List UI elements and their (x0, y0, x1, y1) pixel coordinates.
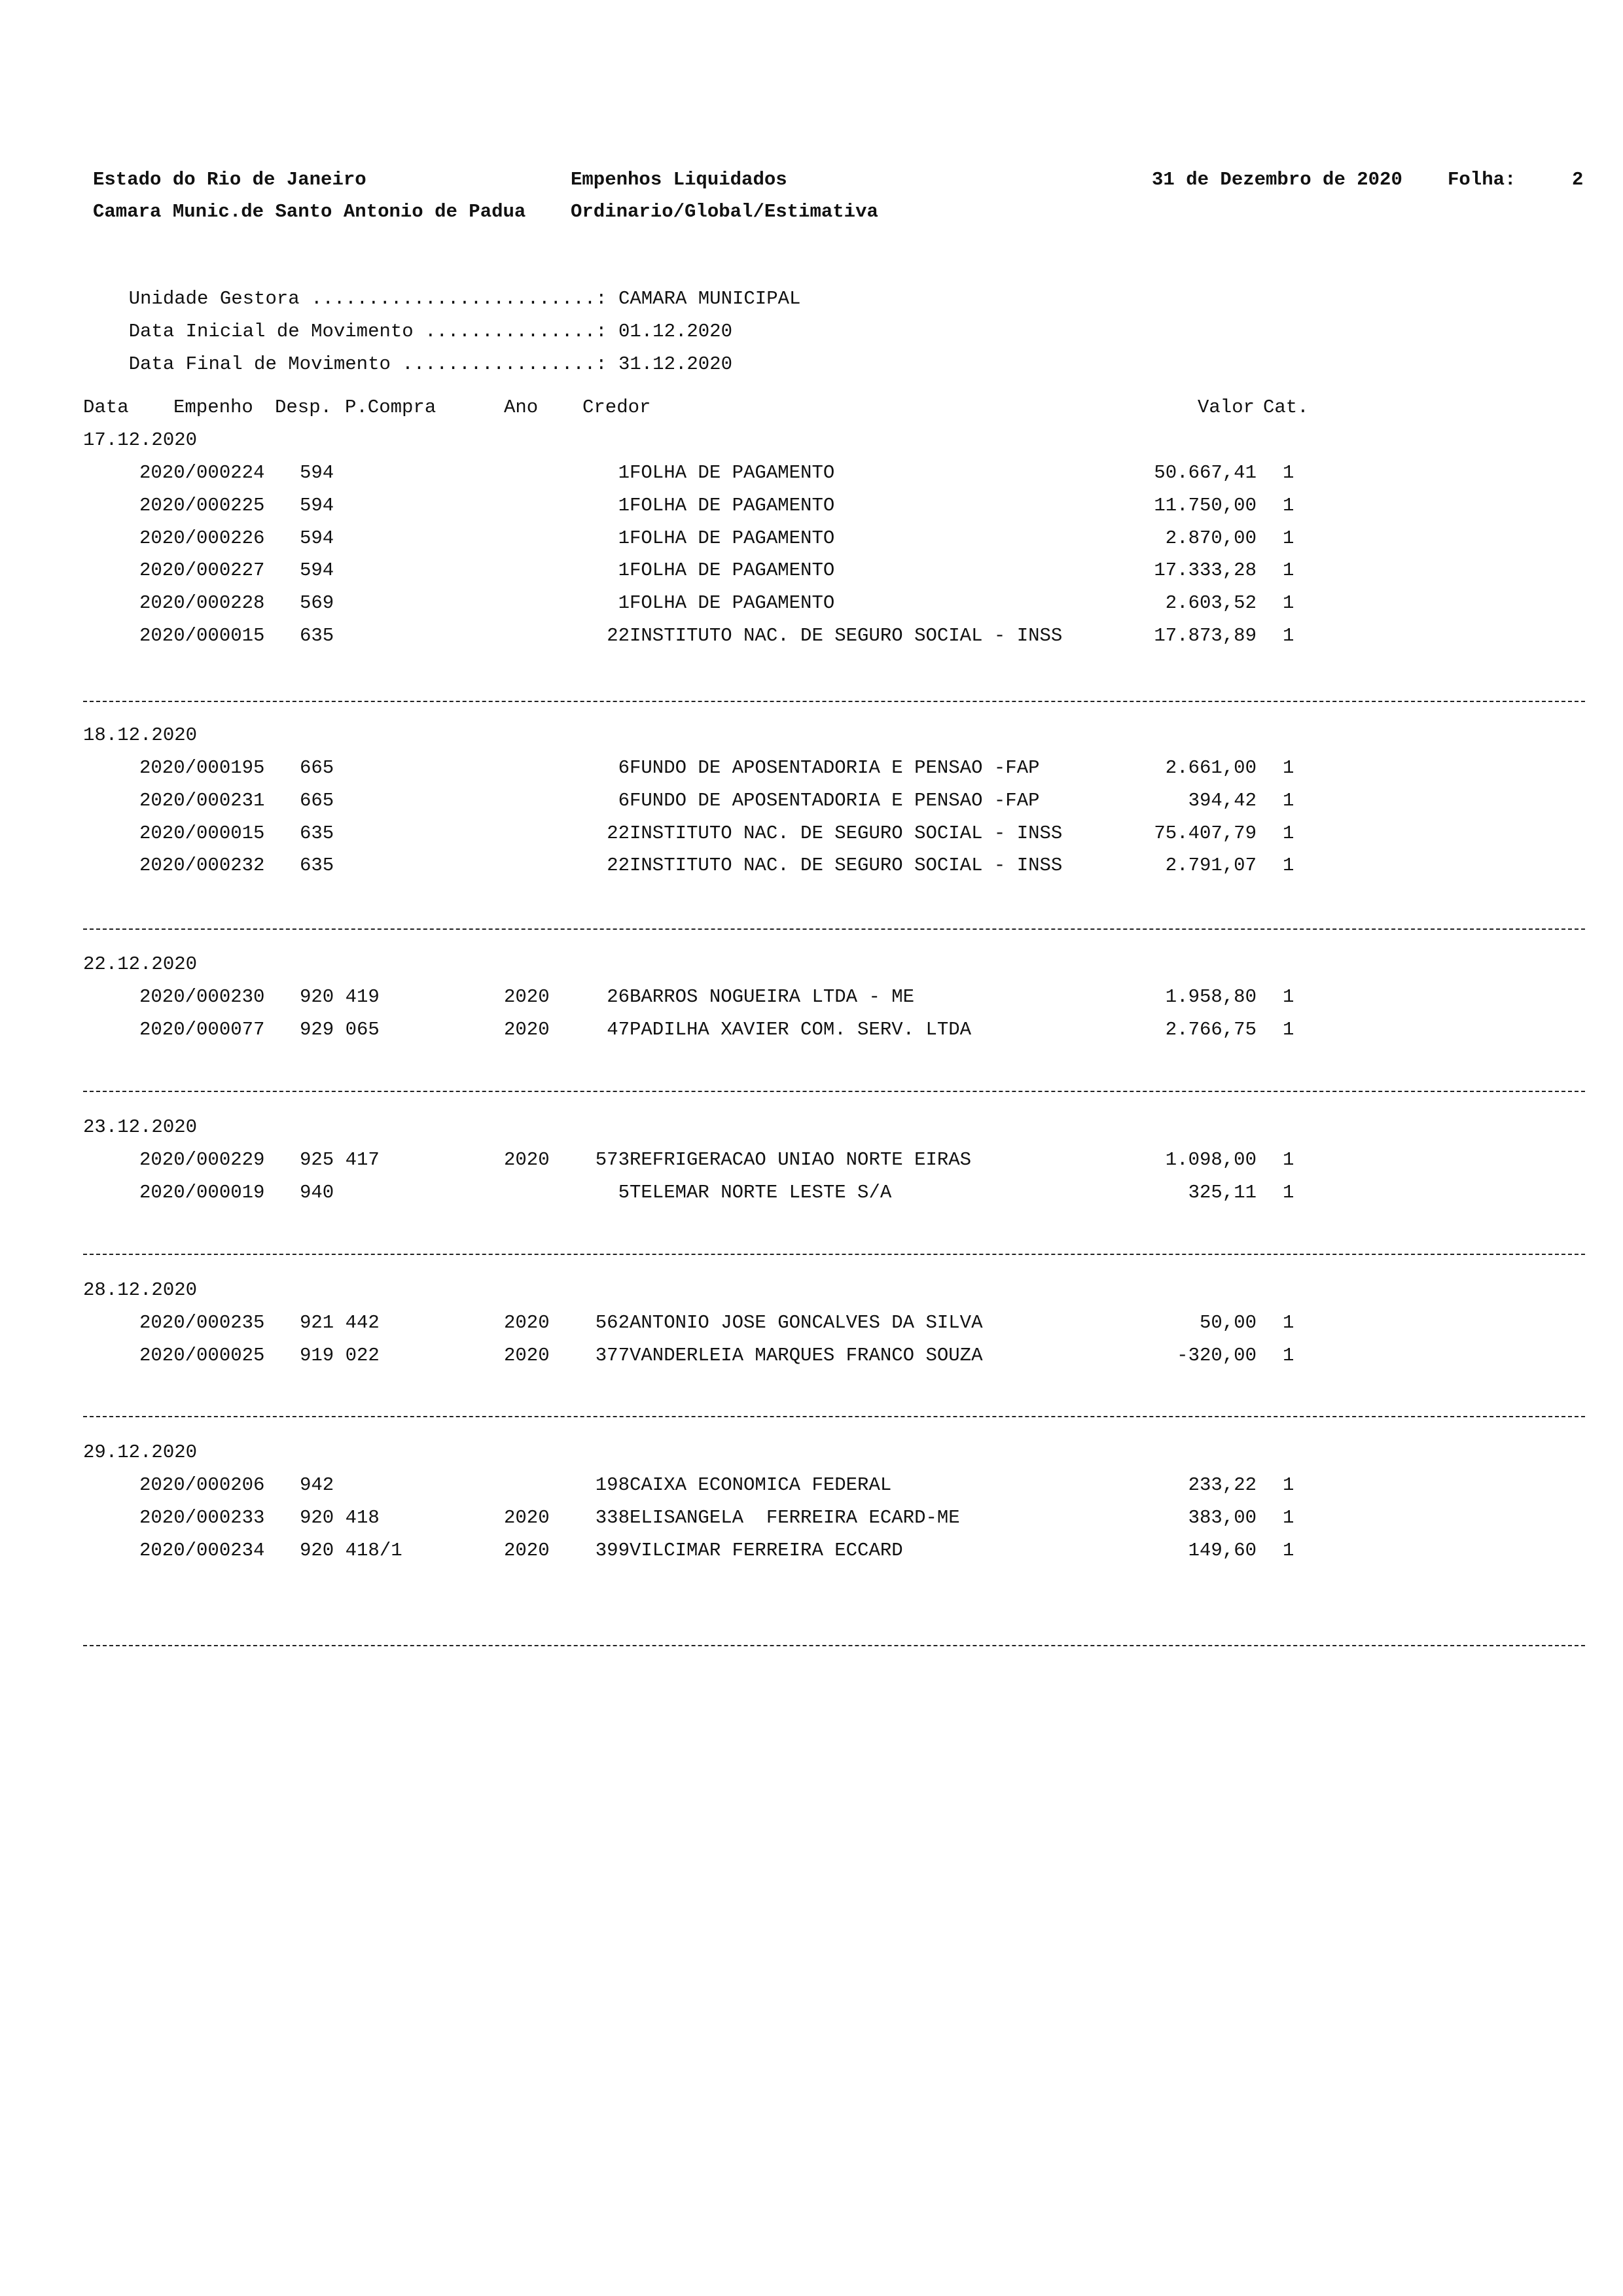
credor-code-cell: 1 (618, 527, 630, 549)
empenho-cell: 2020/000224 (139, 462, 265, 484)
credor-code-cell: 22 (607, 855, 630, 877)
table-row (0, 1507, 1623, 1536)
valor-cell: 50.667,41 (1154, 462, 1257, 484)
valor-cell: 325,11 (1188, 1181, 1257, 1203)
info-data-final (83, 332, 732, 397)
valor-cell: 149,60 (1188, 1539, 1257, 1561)
group-date: 29.12.2020 (83, 1441, 198, 1463)
ano-cell: 2020 (504, 1344, 550, 1366)
cat-cell: 1 (1283, 822, 1294, 844)
credor-name-cell: FOLHA DE PAGAMENTO (630, 559, 835, 582)
credor-code-cell: 399 (595, 1539, 630, 1561)
cat-cell: 1 (1283, 1474, 1294, 1496)
credor-code-cell: 377 (595, 1344, 630, 1366)
group-separator (83, 1254, 1585, 1255)
desp-cell: 920 419 (300, 986, 380, 1008)
cat-cell: 1 (1283, 592, 1294, 614)
group-separator (83, 1091, 1585, 1092)
col-credor: Credor (582, 397, 651, 418)
desp-cell: 635 (300, 625, 334, 646)
valor-cell: 17.333,28 (1154, 559, 1257, 582)
credor-code-cell: 1 (618, 592, 630, 614)
credor-code-cell: 338 (595, 1506, 630, 1528)
table-row (0, 559, 1623, 588)
table-row (0, 1149, 1623, 1178)
group-date: 18.12.2020 (83, 724, 198, 746)
group-date: 22.12.2020 (83, 953, 198, 975)
credor-code-cell: 5 (618, 1181, 630, 1203)
credor-name-cell: FOLHA DE PAGAMENTO (630, 462, 835, 484)
credor-name-cell: PADILHA XAVIER COM. SERV. LTDA (630, 1018, 972, 1040)
desp-cell: 940 (300, 1181, 334, 1203)
credor-name-cell: VANDERLEIA MARQUES FRANCO SOUZA (630, 1344, 983, 1366)
col-valor: Valor (1198, 397, 1255, 418)
empenho-cell: 2020/000025 (139, 1344, 265, 1366)
col-ano: Ano (504, 397, 539, 418)
valor-cell: 2.766,75 (1165, 1018, 1257, 1040)
table-row (0, 625, 1623, 654)
ano-cell: 2020 (504, 1312, 550, 1333)
credor-name-cell: ANTONIO JOSE GONCALVES DA SILVA (630, 1312, 983, 1333)
credor-code-cell: 198 (595, 1474, 630, 1496)
report-title: Empenhos Liquidados (571, 169, 787, 190)
credor-name-cell: FOLHA DE PAGAMENTO (630, 527, 835, 549)
empenho-cell: 2020/000227 (139, 559, 265, 582)
cat-cell: 1 (1283, 789, 1294, 811)
empenho-cell: 2020/000225 (139, 494, 265, 516)
cat-cell: 1 (1283, 1018, 1294, 1040)
empenho-cell: 2020/000235 (139, 1312, 265, 1333)
empenho-cell: 2020/000206 (139, 1474, 265, 1496)
credor-name-cell: VILCIMAR FERREIRA ECCARD (630, 1539, 903, 1561)
credor-code-cell: 26 (607, 986, 630, 1008)
cat-cell: 1 (1283, 1539, 1294, 1561)
credor-code-cell: 562 (595, 1312, 630, 1333)
cat-cell: 1 (1283, 757, 1294, 779)
info-label: Data Inicial de Movimento ...............: (128, 321, 607, 342)
empenho-cell: 2020/000233 (139, 1506, 265, 1528)
empenho-cell: 2020/000229 (139, 1149, 265, 1171)
valor-cell: 75.407,79 (1154, 822, 1257, 844)
credor-code-cell: 47 (607, 1018, 630, 1040)
empenho-cell: 2020/000226 (139, 527, 265, 549)
empenho-cell: 2020/000077 (139, 1018, 265, 1040)
table-row (0, 822, 1623, 851)
info-value: CAMARA MUNICIPAL (618, 288, 801, 309)
info-value: 01.12.2020 (618, 321, 732, 342)
valor-cell: 233,22 (1188, 1474, 1257, 1496)
info-label: Data Final de Movimento .................: (128, 353, 607, 375)
credor-code-cell: 22 (607, 625, 630, 646)
credor-name-cell: FOLHA DE PAGAMENTO (630, 494, 835, 516)
cat-cell: 1 (1283, 855, 1294, 877)
valor-cell: 383,00 (1188, 1506, 1257, 1528)
credor-name-cell: ELISANGELA FERREIRA ECARD-ME (630, 1506, 960, 1528)
table-row (0, 1540, 1623, 1568)
empenho-cell: 2020/000228 (139, 592, 265, 614)
col-desp: Desp. (275, 397, 332, 418)
sheet-label: Folha: (1448, 169, 1516, 190)
col-empenho: Empenho (173, 397, 253, 418)
col-cat: Cat. (1263, 397, 1309, 418)
valor-cell: 11.750,00 (1154, 494, 1257, 516)
group-date: 17.12.2020 (83, 429, 198, 451)
state-name: Estado do Rio de Janeiro (93, 169, 366, 190)
empenho-cell: 2020/000231 (139, 789, 265, 811)
credor-name-cell: CAIXA ECONOMICA FEDERAL (630, 1474, 892, 1496)
valor-cell: 2.870,00 (1165, 527, 1257, 549)
valor-cell: -320,00 (1177, 1344, 1257, 1366)
credor-code-cell: 22 (607, 822, 630, 844)
group-separator (83, 1645, 1585, 1646)
cat-cell: 1 (1283, 1312, 1294, 1333)
cat-cell: 1 (1283, 1344, 1294, 1366)
desp-cell: 569 (300, 592, 334, 614)
credor-code-cell: 573 (595, 1149, 630, 1171)
desp-cell: 635 (300, 822, 334, 844)
table-row (0, 1019, 1623, 1048)
cat-cell: 1 (1283, 559, 1294, 582)
desp-cell: 920 418 (300, 1506, 380, 1528)
cat-cell: 1 (1283, 1181, 1294, 1203)
credor-name-cell: INSTITUTO NAC. DE SEGURO SOCIAL - INSS (630, 822, 1063, 844)
desp-cell: 919 022 (300, 1344, 380, 1366)
cat-cell: 1 (1283, 527, 1294, 549)
cat-cell: 1 (1283, 986, 1294, 1008)
group-date: 28.12.2020 (83, 1279, 198, 1301)
credor-name-cell: REFRIGERACAO UNIAO NORTE EIRAS (630, 1149, 972, 1171)
cat-cell: 1 (1283, 625, 1294, 646)
empenho-cell: 2020/000015 (139, 822, 265, 844)
desp-cell: 929 065 (300, 1018, 380, 1040)
credor-name-cell: TELEMAR NORTE LESTE S/A (630, 1181, 892, 1203)
credor-code-cell: 1 (618, 494, 630, 516)
credor-name-cell: FUNDO DE APOSENTADORIA E PENSAO -FAP (630, 789, 1040, 811)
sheet-number: 2 (1572, 169, 1584, 190)
info-label: Unidade Gestora .........................: (128, 288, 607, 309)
desp-cell: 635 (300, 855, 334, 877)
desp-cell: 920 418/1 (300, 1539, 402, 1561)
empenho-cell: 2020/000015 (139, 625, 265, 646)
valor-cell: 2.661,00 (1165, 757, 1257, 779)
credor-code-cell: 6 (618, 757, 630, 779)
credor-name-cell: INSTITUTO NAC. DE SEGURO SOCIAL - INSS (630, 625, 1063, 646)
cat-cell: 1 (1283, 462, 1294, 484)
credor-name-cell: FOLHA DE PAGAMENTO (630, 592, 835, 614)
info-value: 31.12.2020 (618, 353, 732, 375)
report-date: 31 de Dezembro de 2020 (1152, 169, 1402, 190)
table-row (0, 495, 1623, 523)
cat-cell: 1 (1283, 1149, 1294, 1171)
entity-name: Camara Munic.de Santo Antonio de Padua (93, 201, 526, 222)
group-separator (83, 928, 1585, 930)
valor-cell: 2.791,07 (1165, 855, 1257, 877)
valor-cell: 394,42 (1188, 789, 1257, 811)
ano-cell: 2020 (504, 1539, 550, 1561)
group-date: 23.12.2020 (83, 1116, 198, 1138)
valor-cell: 1.098,00 (1165, 1149, 1257, 1171)
desp-cell: 925 417 (300, 1149, 380, 1171)
col-data: Data (83, 397, 129, 418)
table-row (0, 1182, 1623, 1210)
report-subtitle: Ordinario/Global/Estimativa (571, 201, 878, 222)
desp-cell: 594 (300, 494, 334, 516)
credor-name-cell: BARROS NOGUEIRA LTDA - ME (630, 986, 915, 1008)
valor-cell: 50,00 (1199, 1312, 1257, 1333)
table-row (0, 1345, 1623, 1373)
empenho-cell: 2020/000230 (139, 986, 265, 1008)
table-row (0, 527, 1623, 556)
credor-code-cell: 1 (618, 462, 630, 484)
desp-cell: 921 442 (300, 1312, 380, 1333)
ano-cell: 2020 (504, 1506, 550, 1528)
group-separator (83, 701, 1585, 702)
ano-cell: 2020 (504, 1149, 550, 1171)
desp-cell: 594 (300, 527, 334, 549)
empenho-cell: 2020/000019 (139, 1181, 265, 1203)
empenho-cell: 2020/000195 (139, 757, 265, 779)
desp-cell: 665 (300, 789, 334, 811)
desp-cell: 594 (300, 559, 334, 582)
table-row (0, 462, 1623, 491)
table-row (0, 855, 1623, 883)
table-row (0, 790, 1623, 819)
col-pcompra: P.Compra (345, 397, 437, 418)
desp-cell: 942 (300, 1474, 334, 1496)
credor-name-cell: FUNDO DE APOSENTADORIA E PENSAO -FAP (630, 757, 1040, 779)
table-row (0, 1474, 1623, 1503)
desp-cell: 594 (300, 462, 334, 484)
cat-cell: 1 (1283, 1506, 1294, 1528)
credor-code-cell: 6 (618, 789, 630, 811)
valor-cell: 17.873,89 (1154, 625, 1257, 646)
ano-cell: 2020 (504, 1018, 550, 1040)
empenho-cell: 2020/000232 (139, 855, 265, 877)
table-row (0, 986, 1623, 1015)
valor-cell: 2.603,52 (1165, 592, 1257, 614)
ano-cell: 2020 (504, 986, 550, 1008)
table-row (0, 1312, 1623, 1341)
cat-cell: 1 (1283, 494, 1294, 516)
table-row (0, 757, 1623, 786)
group-separator (83, 1416, 1585, 1417)
valor-cell: 1.958,80 (1165, 986, 1257, 1008)
credor-name-cell: INSTITUTO NAC. DE SEGURO SOCIAL - INSS (630, 855, 1063, 877)
credor-code-cell: 1 (618, 559, 630, 582)
desp-cell: 665 (300, 757, 334, 779)
empenho-cell: 2020/000234 (139, 1539, 265, 1561)
table-row (0, 592, 1623, 621)
